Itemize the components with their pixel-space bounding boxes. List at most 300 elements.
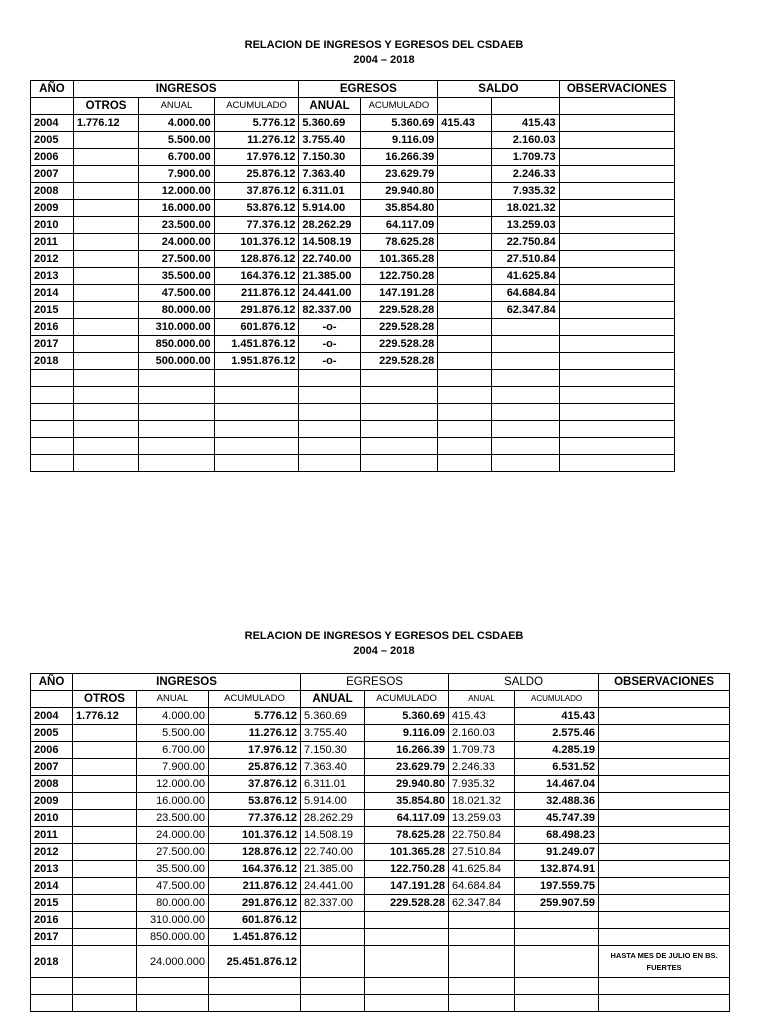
doc1-cell-saldo-a (438, 234, 492, 251)
doc2-cell-year: 2006 (31, 742, 73, 759)
doc1-table-row (31, 115, 675, 132)
doc2-cell-otros (73, 725, 137, 742)
doc2-cell-otros (73, 827, 137, 844)
doc1-cell-ingresos-acumulado: 17.976.12 (214, 149, 299, 166)
doc1-cell-observaciones (559, 268, 674, 285)
doc1-cell-egresos-anual: 82.337.00 (299, 302, 360, 319)
doc1-empty-cell (360, 404, 438, 421)
doc1-empty-cell (360, 370, 438, 387)
doc1-empty-cell (559, 387, 674, 404)
doc1-empty-cell (559, 370, 674, 387)
doc1-cell-egresos-anual: 5.360.69 (299, 115, 360, 132)
doc2-cell-ingresos-anual: 850.000.00 (137, 929, 209, 946)
doc2-cell-saldo-acumulado (515, 929, 599, 946)
doc2-cell-ingresos-anual: 24.000.000 (137, 946, 209, 978)
doc1-empty-cell (559, 455, 674, 472)
doc1-cell-ingresos-anual: 850.000.00 (139, 336, 215, 353)
doc1-cell-egresos-anual: 21.385.00 (299, 268, 360, 285)
doc1-cell-observaciones (559, 115, 674, 132)
doc2-cell-saldo-acumulado (515, 946, 599, 978)
doc1-subheader-obs (559, 98, 674, 115)
doc2-cell-ingresos-acumulado: 53.876.12 (209, 793, 301, 810)
doc1-cell-ingresos-acumulado: 291.876.12 (214, 302, 299, 319)
doc2-empty-cell (449, 995, 515, 1012)
doc2-cell-egresos-anual: 22.740.00 (301, 844, 365, 861)
doc2-cell-ingresos-anual: 7.900.00 (137, 759, 209, 776)
doc1-title: RELACION DE INGRESOS Y EGRESOS DEL CSDAEB (244, 39, 524, 51)
doc1-cell-otros (73, 251, 138, 268)
doc2-cell-egresos-acumulado (365, 946, 449, 978)
doc2-cell-saldo-acumulado: 415.43 (515, 708, 599, 725)
doc2-header-ingresos: INGRESOS (73, 674, 301, 691)
doc2-cell-observaciones (599, 725, 730, 742)
doc1-cell-observaciones (559, 353, 674, 370)
doc1-empty-cell (492, 404, 559, 421)
doc1-cell-egresos-acumulado: 9.116.09 (360, 132, 438, 149)
doc2-table-row (31, 929, 730, 946)
doc1-empty-cell (438, 387, 492, 404)
doc1-cell-saldo-a (438, 319, 492, 336)
doc1-cell-saldo-b: 13.259.03 (492, 217, 559, 234)
doc1-cell-observaciones (559, 200, 674, 217)
doc1-cell-saldo-a (438, 166, 492, 183)
doc2-cell-observaciones (599, 742, 730, 759)
doc1-cell-observaciones (559, 319, 674, 336)
doc1-empty-cell (299, 404, 360, 421)
doc1-empty-cell (492, 455, 559, 472)
doc2-empty-cell (31, 978, 73, 995)
doc1-cell-saldo-b: 415.43 (492, 115, 559, 132)
doc2-cell-egresos-anual (301, 929, 365, 946)
doc2-subheader-saldo-acumulado: ACUMULADO (515, 691, 599, 708)
doc1-empty-cell (73, 387, 138, 404)
doc1-cell-year: 2015 (31, 302, 74, 319)
doc2-cell-saldo-anual: 64.684.84 (449, 878, 515, 895)
doc1-table-row (31, 319, 675, 336)
doc1-cell-saldo-a (438, 217, 492, 234)
doc1-empty-row (31, 370, 675, 387)
doc2-table-row (31, 759, 730, 776)
doc1-empty-cell (438, 455, 492, 472)
doc2-cell-egresos-acumulado: 122.750.28 (365, 861, 449, 878)
doc1-empty-cell (214, 370, 299, 387)
doc2-empty-cell (209, 978, 301, 995)
doc1-cell-otros (73, 183, 138, 200)
doc2-cell-saldo-acumulado: 91.249.07 (515, 844, 599, 861)
doc2-cell-year: 2015 (31, 895, 73, 912)
doc2-cell-saldo-acumulado: 68.498.23 (515, 827, 599, 844)
doc1-empty-cell (360, 387, 438, 404)
doc2-cell-otros (73, 742, 137, 759)
doc1-empty-cell (31, 421, 74, 438)
doc2-cell-ingresos-acumulado: 25.451.876.12 (209, 946, 301, 978)
doc1-subtitle: 2004 – 2018 (353, 54, 415, 66)
doc2-empty-cell (209, 995, 301, 1012)
doc1-cell-ingresos-acumulado: 53.876.12 (214, 200, 299, 217)
doc1-empty-cell (214, 387, 299, 404)
doc2-cell-egresos-anual: 5.360.69 (301, 708, 365, 725)
doc1-cell-ingresos-acumulado: 164.376.12 (214, 268, 299, 285)
doc1-cell-year: 2013 (31, 268, 74, 285)
doc2-cell-ingresos-anual: 80.000.00 (137, 895, 209, 912)
doc1-cell-egresos-acumulado: 64.117.09 (360, 217, 438, 234)
doc1-cell-ingresos-anual: 35.500.00 (139, 268, 215, 285)
doc2-cell-egresos-anual: 5.914.00 (301, 793, 365, 810)
doc1-empty-cell (360, 438, 438, 455)
doc2-subheader-acumulado: ACUMULADO (209, 691, 301, 708)
doc1-cell-saldo-a (438, 149, 492, 166)
doc2-cell-observaciones (599, 878, 730, 895)
doc2-cell-egresos-anual: 21.385.00 (301, 861, 365, 878)
doc1-cell-saldo-a (438, 200, 492, 217)
doc2-header-row (31, 674, 730, 691)
doc2-table-row (31, 827, 730, 844)
doc2-header-observaciones: OBSERVACIONES (599, 674, 730, 691)
doc1-cell-ingresos-anual: 80.000.00 (139, 302, 215, 319)
doc2-cell-ingresos-acumulado: 5.776.12 (209, 708, 301, 725)
doc1-subheader-acumulado: ACUMULADO (214, 98, 299, 115)
doc2-cell-egresos-anual: 14.508.19 (301, 827, 365, 844)
doc1-cell-ingresos-anual: 24.000.00 (139, 234, 215, 251)
doc1-empty-cell (299, 421, 360, 438)
doc2-empty-cell (599, 995, 730, 1012)
doc1-empty-cell (214, 404, 299, 421)
doc1-cell-otros (73, 217, 138, 234)
doc1-cell-otros (73, 234, 138, 251)
doc2-table-row (31, 742, 730, 759)
doc2-empty-cell (73, 978, 137, 995)
doc1-header-egresos: EGRESOS (299, 81, 438, 98)
doc1-cell-saldo-b: 1.709.73 (492, 149, 559, 166)
doc1-cell-ingresos-acumulado: 601.876.12 (214, 319, 299, 336)
doc1-cell-observaciones (559, 302, 674, 319)
doc1-cell-ingresos-anual: 6.700.00 (139, 149, 215, 166)
doc2-cell-otros (73, 929, 137, 946)
doc1-empty-cell (73, 438, 138, 455)
doc2-table-row (31, 946, 730, 978)
doc2-cell-ingresos-acumulado: 601.876.12 (209, 912, 301, 929)
doc1-cell-ingresos-acumulado: 77.376.12 (214, 217, 299, 234)
doc1-subheader-empty (31, 98, 74, 115)
doc1-subheader-egresos-anual: ANUAL (299, 98, 360, 115)
doc1-header-row (31, 81, 675, 98)
doc2-table-row (31, 776, 730, 793)
doc1-cell-saldo-b: 2.246.33 (492, 166, 559, 183)
doc1-empty-cell (214, 421, 299, 438)
doc2-empty-cell (449, 978, 515, 995)
doc2-subheader-saldo-anual: ANUAL (449, 691, 515, 708)
doc2-cell-ingresos-anual: 12.000.00 (137, 776, 209, 793)
doc2-cell-egresos-acumulado: 35.854.80 (365, 793, 449, 810)
doc1-empty-cell (438, 404, 492, 421)
doc1-cell-observaciones (559, 166, 674, 183)
doc1-cell-saldo-b (492, 353, 559, 370)
doc2-header-year: AÑO (31, 674, 73, 691)
doc1-empty-cell (73, 421, 138, 438)
doc1-cell-otros: 1.776.12 (73, 115, 138, 132)
doc1-cell-saldo-b: 22.750.84 (492, 234, 559, 251)
doc1-cell-egresos-anual: 22.740.00 (299, 251, 360, 268)
doc2-table-row (31, 895, 730, 912)
doc1-cell-saldo-b: 7.935.32 (492, 183, 559, 200)
doc2-cell-ingresos-anual: 23.500.00 (137, 810, 209, 827)
doc1-cell-ingresos-acumulado: 1.451.876.12 (214, 336, 299, 353)
doc1-cell-egresos-acumulado: 23.629.79 (360, 166, 438, 183)
doc2-cell-egresos-anual (301, 946, 365, 978)
doc1-cell-egresos-acumulado: 29.940.80 (360, 183, 438, 200)
doc1-empty-row (31, 404, 675, 421)
doc2-cell-egresos-anual: 24.441.00 (301, 878, 365, 895)
doc1-empty-cell (31, 404, 74, 421)
doc2-cell-ingresos-anual: 16.000.00 (137, 793, 209, 810)
doc1-cell-observaciones (559, 217, 674, 234)
doc1-cell-egresos-anual: 7.150.30 (299, 149, 360, 166)
doc1-empty-cell (492, 438, 559, 455)
doc1-cell-egresos-acumulado: 229.528.28 (360, 319, 438, 336)
doc1-cell-saldo-b: 62.347.84 (492, 302, 559, 319)
doc2-cell-ingresos-acumulado: 11.276.12 (209, 725, 301, 742)
doc2-cell-otros (73, 895, 137, 912)
doc1-cell-ingresos-acumulado: 101.376.12 (214, 234, 299, 251)
doc2-cell-saldo-anual: 27.510.84 (449, 844, 515, 861)
doc2-cell-ingresos-acumulado: 17.976.12 (209, 742, 301, 759)
doc2-cell-saldo-acumulado: 197.559.75 (515, 878, 599, 895)
doc1-table-row (31, 251, 675, 268)
doc1-cell-ingresos-anual: 12.000.00 (139, 183, 215, 200)
doc2-cell-saldo-acumulado: 4.285.19 (515, 742, 599, 759)
doc1-cell-saldo-b (492, 336, 559, 353)
doc2-cell-ingresos-anual: 5.500.00 (137, 725, 209, 742)
doc2-table-row (31, 793, 730, 810)
doc1-cell-otros (73, 319, 138, 336)
doc1-empty-cell (31, 370, 74, 387)
doc2-heading (0, 629, 768, 659)
doc1-table-row (31, 268, 675, 285)
doc2-empty-cell (515, 995, 599, 1012)
doc1-empty-cell (299, 438, 360, 455)
doc2-cell-otros (73, 776, 137, 793)
doc2-cell-otros (73, 946, 137, 978)
doc2-cell-observaciones (599, 844, 730, 861)
doc2-cell-egresos-acumulado: 16.266.39 (365, 742, 449, 759)
doc2-cell-ingresos-acumulado: 77.376.12 (209, 810, 301, 827)
doc2-cell-egresos-anual: 82.337.00 (301, 895, 365, 912)
doc1-cell-egresos-acumulado: 35.854.80 (360, 200, 438, 217)
doc2-cell-observaciones (599, 810, 730, 827)
doc2-cell-ingresos-acumulado: 25.876.12 (209, 759, 301, 776)
doc1-cell-otros (73, 336, 138, 353)
doc1-empty-cell (438, 438, 492, 455)
doc1-cell-egresos-anual: 24.441.00 (299, 285, 360, 302)
doc2-cell-year: 2010 (31, 810, 73, 827)
doc1-empty-cell (139, 387, 215, 404)
doc2-subheader-row (31, 691, 730, 708)
doc2-cell-year: 2016 (31, 912, 73, 929)
doc1-header-ingresos: INGRESOS (73, 81, 299, 98)
doc1-empty-cell (559, 438, 674, 455)
doc1-cell-ingresos-acumulado: 37.876.12 (214, 183, 299, 200)
doc2-cell-saldo-acumulado: 259.907.59 (515, 895, 599, 912)
doc2-cell-egresos-acumulado: 147.191.28 (365, 878, 449, 895)
doc2-cell-ingresos-acumulado: 128.876.12 (209, 844, 301, 861)
doc1-cell-observaciones (559, 183, 674, 200)
doc2-header-egresos: EGRESOS (301, 674, 449, 691)
doc1-cell-year: 2007 (31, 166, 74, 183)
doc1-empty-cell (31, 438, 74, 455)
doc2-cell-ingresos-anual: 27.500.00 (137, 844, 209, 861)
doc2-cell-year: 2008 (31, 776, 73, 793)
doc1-table-row (31, 336, 675, 353)
doc2-cell-saldo-anual: 62.347.84 (449, 895, 515, 912)
doc2-table-row (31, 844, 730, 861)
doc2-cell-egresos-acumulado: 23.629.79 (365, 759, 449, 776)
doc1-cell-year: 2016 (31, 319, 74, 336)
doc1-cell-saldo-b (492, 319, 559, 336)
doc1-table-row (31, 302, 675, 319)
doc1-cell-ingresos-acumulado: 211.876.12 (214, 285, 299, 302)
doc1-empty-cell (299, 387, 360, 404)
doc2-cell-saldo-anual (449, 912, 515, 929)
doc1-cell-egresos-anual: 5.914.00 (299, 200, 360, 217)
doc1-cell-year: 2011 (31, 234, 74, 251)
doc1-cell-egresos-anual: 7.363.40 (299, 166, 360, 183)
doc2-cell-egresos-acumulado: 29.940.80 (365, 776, 449, 793)
doc2-cell-egresos-acumulado (365, 912, 449, 929)
doc1-cell-observaciones (559, 285, 674, 302)
doc1-cell-saldo-b: 18.021.32 (492, 200, 559, 217)
doc2-cell-saldo-acumulado: 32.488.36 (515, 793, 599, 810)
doc2-cell-ingresos-anual: 6.700.00 (137, 742, 209, 759)
doc1-cell-otros (73, 285, 138, 302)
doc1-cell-ingresos-anual: 500.000.00 (139, 353, 215, 370)
doc2-cell-egresos-anual: 3.755.40 (301, 725, 365, 742)
doc1-table-row (31, 166, 675, 183)
doc1-cell-ingresos-anual: 23.500.00 (139, 217, 215, 234)
doc1-empty-cell (492, 370, 559, 387)
doc2-cell-observaciones (599, 929, 730, 946)
doc1-empty-row (31, 455, 675, 472)
doc1-empty-row (31, 387, 675, 404)
doc1-cell-egresos-acumulado: 147.191.28 (360, 285, 438, 302)
doc1-empty-cell (438, 370, 492, 387)
doc2-cell-year: 2004 (31, 708, 73, 725)
doc2-cell-saldo-anual: 2.160.03 (449, 725, 515, 742)
doc2-cell-saldo-anual (449, 929, 515, 946)
doc1-cell-saldo-a (438, 268, 492, 285)
doc1-cell-year: 2006 (31, 149, 74, 166)
doc2-cell-ingresos-anual: 35.500.00 (137, 861, 209, 878)
doc2-cell-observaciones (599, 827, 730, 844)
doc1-cell-observaciones (559, 234, 674, 251)
doc2-cell-observaciones (599, 912, 730, 929)
doc2-empty-row (31, 978, 730, 995)
doc1-cell-year: 2012 (31, 251, 74, 268)
doc1-empty-cell (299, 455, 360, 472)
doc1-empty-cell (299, 370, 360, 387)
doc1-cell-saldo-a (438, 132, 492, 149)
doc1-cell-observaciones (559, 149, 674, 166)
doc2-cell-saldo-acumulado (515, 912, 599, 929)
doc1-table-row (31, 234, 675, 251)
doc2-cell-otros (73, 878, 137, 895)
doc2-subheader-egresos-anual: ANUAL (301, 691, 365, 708)
doc1-cell-egresos-acumulado: 229.528.28 (360, 302, 438, 319)
doc1-empty-cell (31, 455, 74, 472)
doc1-cell-otros (73, 353, 138, 370)
doc1-cell-year: 2010 (31, 217, 74, 234)
doc2-subheader-empty (31, 691, 73, 708)
doc1-cell-egresos-acumulado: 229.528.28 (360, 336, 438, 353)
doc1-table-row (31, 353, 675, 370)
doc1-empty-cell (139, 404, 215, 421)
doc2-cell-ingresos-anual: 24.000.00 (137, 827, 209, 844)
doc2-table-row (31, 708, 730, 725)
doc1-cell-saldo-a (438, 285, 492, 302)
doc1-cell-egresos-acumulado: 78.625.28 (360, 234, 438, 251)
doc1-empty-cell (559, 404, 674, 421)
doc1-cell-year: 2005 (31, 132, 74, 149)
doc2-cell-saldo-anual: 415.43 (449, 708, 515, 725)
doc1-cell-observaciones (559, 251, 674, 268)
doc1-cell-otros (73, 268, 138, 285)
doc2-empty-cell (301, 978, 365, 995)
doc1-empty-cell (73, 370, 138, 387)
doc2-cell-ingresos-anual: 310.000.00 (137, 912, 209, 929)
doc1-empty-cell (492, 421, 559, 438)
doc1-cell-egresos-anual: -o- (299, 353, 360, 370)
doc1-cell-saldo-b: 2.160.03 (492, 132, 559, 149)
doc2-empty-cell (301, 995, 365, 1012)
doc2-empty-cell (365, 978, 449, 995)
doc2-cell-ingresos-acumulado: 211.876.12 (209, 878, 301, 895)
doc1-cell-year: 2017 (31, 336, 74, 353)
doc2-cell-observaciones (599, 895, 730, 912)
doc2-empty-cell (365, 995, 449, 1012)
doc2-table-row (31, 861, 730, 878)
doc1-empty-row (31, 421, 675, 438)
doc2-cell-year: 2017 (31, 929, 73, 946)
doc2-cell-egresos-anual: 28.262.29 (301, 810, 365, 827)
doc1-empty-cell (139, 370, 215, 387)
doc2-cell-year: 2009 (31, 793, 73, 810)
doc1-header-saldo: SALDO (438, 81, 559, 98)
doc2-cell-otros (73, 912, 137, 929)
doc2-cell-egresos-anual: 7.363.40 (301, 759, 365, 776)
doc1-subheader-anual: ANUAL (139, 98, 215, 115)
doc2-cell-observaciones (599, 759, 730, 776)
doc1-cell-ingresos-acumulado: 1.951.876.12 (214, 353, 299, 370)
doc2-empty-cell (137, 978, 209, 995)
doc2-cell-otros (73, 844, 137, 861)
doc2-cell-year: 2018 (31, 946, 73, 978)
doc2-table-row (31, 912, 730, 929)
doc1-cell-egresos-acumulado: 122.750.28 (360, 268, 438, 285)
doc2-cell-observaciones (599, 861, 730, 878)
doc2-cell-egresos-acumulado: 229.528.28 (365, 895, 449, 912)
doc1-subheader-saldo-a (438, 98, 492, 115)
doc2-subheader-egresos-acumulado: ACUMULADO (365, 691, 449, 708)
doc1-cell-observaciones (559, 132, 674, 149)
doc2-cell-saldo-anual: 1.709.73 (449, 742, 515, 759)
doc1-cell-egresos-anual: 28.262.29 (299, 217, 360, 234)
doc1-cell-ingresos-acumulado: 11.276.12 (214, 132, 299, 149)
doc1-subheader-row (31, 98, 675, 115)
doc1-cell-ingresos-anual: 27.500.00 (139, 251, 215, 268)
doc1-empty-cell (214, 455, 299, 472)
doc2-cell-ingresos-acumulado: 164.376.12 (209, 861, 301, 878)
doc1-cell-year: 2004 (31, 115, 74, 132)
doc2-cell-year: 2013 (31, 861, 73, 878)
